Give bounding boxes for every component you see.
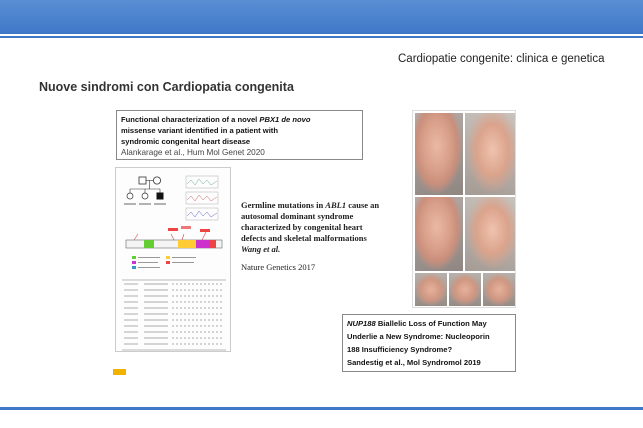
citation-abl1-journal: Nature Genetics 2017 (241, 262, 316, 272)
pbx1-figure (115, 167, 231, 352)
header-divider (0, 36, 643, 38)
pbx1-figure-graphic (116, 168, 231, 352)
citation-nup188-authors: Sandestig et al., Mol Syndromol 2019 (347, 358, 481, 367)
citation-abl1-line4: defects and skeletal malformations (241, 233, 367, 243)
citation-nup188-line1: NUP188 Biallelic Loss of Function May (347, 319, 487, 328)
citation-abl1-line1: Germline mutations in ABL1 cause an (241, 200, 380, 210)
slide-title: Nuove sindromi con Cardiopatia congenita (39, 80, 294, 94)
patient-photo (483, 273, 515, 306)
citation-abl1 (241, 200, 401, 273)
slide-marker (113, 369, 126, 375)
patient-photo (415, 273, 447, 306)
citation-nup188-line2: Underlie a New Syndrome: Nucleoporin (347, 332, 490, 341)
patient-photo (465, 197, 515, 271)
citation-abl1-line2: autosomal dominant syndrome (241, 211, 354, 221)
citation-pbx1 (116, 110, 363, 160)
patient-photo (415, 197, 463, 271)
citation-pbx1-line2: missense variant identified in a patient with (121, 126, 278, 135)
course-title: Cardiopatie congenite: clinica e genetica (398, 53, 605, 65)
patient-photo (465, 113, 515, 195)
citation-pbx1-authors: Alankarage et al., Hum Mol Genet 2020 (121, 148, 265, 157)
header-bar (0, 0, 643, 34)
citation-abl1-authors: Wang et al. (241, 244, 281, 254)
citation-pbx1-line3: syndromic congenital heart disease (121, 137, 251, 146)
patient-photo-grid (412, 110, 516, 308)
patient-photo (449, 273, 481, 306)
citation-abl1-line3: characterized by congenital heart (241, 222, 363, 232)
patient-photo (415, 113, 463, 195)
citation-nup188 (342, 314, 516, 372)
footer-divider (0, 407, 643, 410)
citation-nup188-line3: 188 Insufficiency Syndrome? (347, 345, 453, 354)
citation-pbx1-line1: Functional characterization of a novel PBX1 de novo (121, 115, 311, 124)
